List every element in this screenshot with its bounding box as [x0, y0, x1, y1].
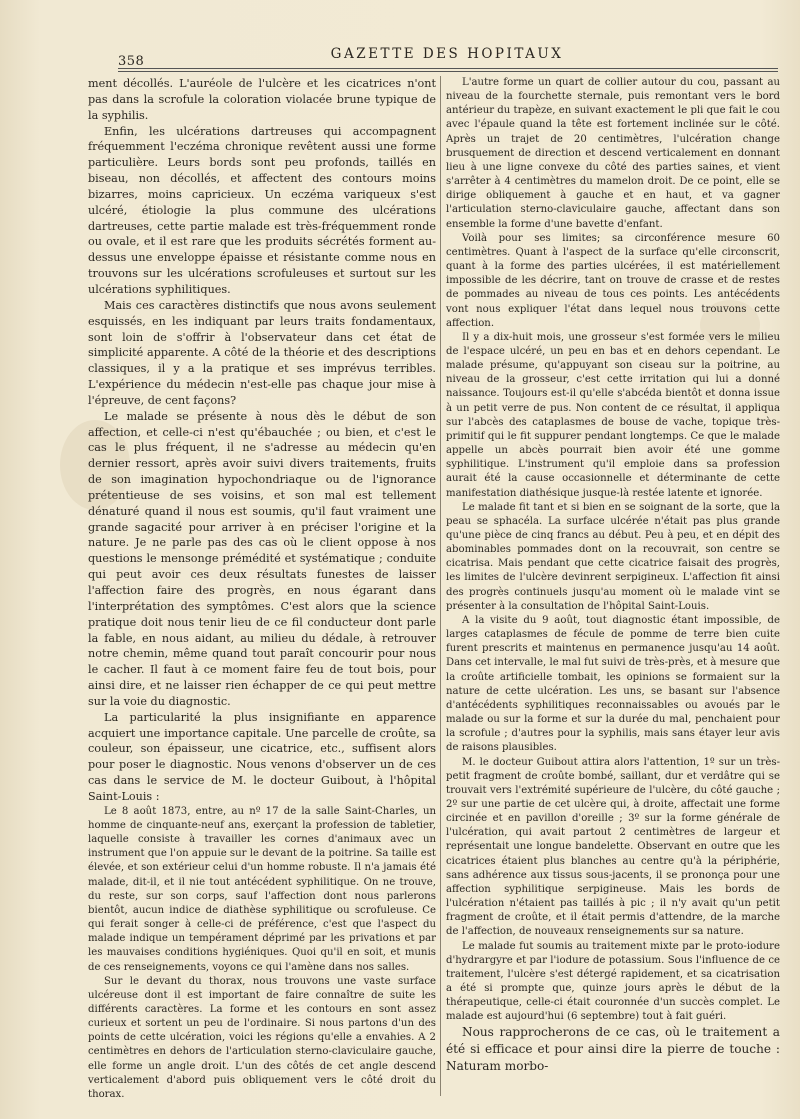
- case-paragraph: Il y a dix-huit mois, une grosseur s'est formée vers le milieu de l'espace ulcéré, un peu en bas et en dehors cependant. Le malade présume, qu'appuyant son ciseau sur la poitrine, au niveau de la grosseur, c'est cette irritation qui lui a donné naissance. Toujours est-il qu'elle s'abcéda bientôt et donna issue à un petit verre de pus. Non content de ce résultat, il appliqua sur l'abcès des cataplasmes de bouse de vache, topique très-primitif qui le fit suppurer pendant longtemps. Ce que le malade appelle un abcès pourrait bien avoir été une gomme syphilitique. L'instrument qu'il emploie dans sa profession aurait été la cause occasionnelle et déterminante de cette manifestation diathésique jusque-là restée latente et ignorée.: [446, 331, 780, 499]
- closing-paragraph: Nous rapprocherons de ce cas, où le traitement a été si efficace et pour ainsi dire la pierre de touche : Naturam morbo-: [446, 1025, 780, 1074]
- paragraph: Le malade se présente à nous dès le début de son affection, et celle-ci n'est qu'ébauchée ; ou bien, et c'est le cas le plus fréquent, il ne s'adresse au médecin qu'en dernier ressort, après avoir suivi divers traitements, fruits de son imagination hypochondriaque ou de l'ignorance prétentieuse de ses voisins, et son mal est tellement dénaturé quand il nous est soumis, qu'il faut vraiment une grande sagacité pour arriver à en préciser l'origine et la nature. Je ne parle pas des cas où le client oppose à nos questions le mensonge prémédité et systématique ; conduite qui peut avoir ces deux résultats funestes de laisser l'affection faire des progrès, en nous égarant dans l'interprétation des symptômes. C'est alors que la science pratique doit nous tenir lieu de ce fil conducteur dont parle la fable, en nous aidant, au milieu du dédale, à retrouver notre chemin, même quand tout paraît concourir pour nous le cacher. Il faut à ce moment faire feu de tout bois, pour ainsi dire, et ne laisser rien échapper de ce qui peut mettre sur la voie du diagnostic.: [88, 409, 436, 708]
- case-paragraph: M. le docteur Guibout attira alors l'attention, 1º sur un très-petit fragment de croûte bombé, saillant, dur et verdâtre qui se trouvait vers l'extrémité supérieure de l'ulcère, du côté gauche ; 2º sur une partie de cet ulcère qui, à droite, affectait une forme circinée et en pavillon d'oreille ; 3º sur la forme générale de l'ulcération, qui avait partout 2 centimètres de largeur et représentait une longue bandelette. Observant en outre que les cicatrices étaient plus blanches au centre qu'à la périphérie, sans adhérence aux tissus sous-jacents, il se prononça pour une affection syphilitique serpigineuse. Mais les bords de l'ulcération n'étaient pas taillés à pic ; il n'y avait qu'un petit fragment de croûte, et il était permis d'attendre, de la marche de l'affection, de nouveaux renseignements sur sa nature.: [446, 756, 780, 938]
- header-rule: [118, 71, 778, 72]
- paragraph: Enfin, les ulcérations dartreuses qui accompagnent fréquemment l'eczéma chronique revêtent aussi une forme particulière. Leurs bords sont peu profonds, taillés en biseau, non décollés, et affectent des contours moins bizarres, moins capricieux. Un eczéma variqueux s'est ulcéré, étiologie la plus commune des ulcérations dartreuses, cette partie malade est très-fréquemment ronde ou ovale, et il est rare que les produits sécrétés forment au-dessus une enveloppe épaisse et résistante comme nous en trouvons sur les ulcérations scrofuleuses et surtout sur les ulcérations syphilitiques.: [88, 124, 436, 296]
- case-paragraph: Le malade fut soumis au traitement mixte par le proto-iodure d'hydrargyre et par l'iodure de potassium. Sous l'influence de ce traitement, l'ulcère s'est détergé rapidement, et sa cicatrisation a été si prompte que, quinze jours après le début de la thérapeutique, celle-ci était couronnée d'un succès complet. Le malade est aujourd'hui (6 septembre) tout à fait guéri.: [446, 940, 780, 1023]
- header-rule: [118, 68, 778, 69]
- page-number: 358: [118, 54, 145, 69]
- left-column: [88, 76, 436, 1102]
- paragraph: ment décollés. L'auréole de l'ulcère et les cicatrices n'ont pas dans la scrofule la coloration violacée brune typique de la syphilis.: [88, 77, 436, 122]
- running-title: GAZETTE DES HOPITAUX: [330, 46, 564, 62]
- paragraph: Mais ces caractères distinctifs que nous avons seulement esquissés, en les indiquant par leurs traits fondamentaux, sont loin de s'offrir à l'observateur dans cet état de simplicité apparente. A côté de la théorie et des descriptions classiques, il y a la pratique et ses imprévus terribles. L'expérience du médecin n'est-elle pas chaque jour mise à l'épreuve, de cent façons?: [88, 298, 436, 407]
- case-paragraph: Voilà pour ses limites; sa circonférence mesure 60 centimètres. Quant à l'aspect de la surface qu'elle circonscrit, quant à la forme des parties ulcérées, il est matériellement impossible de les décrire, tant on trouve de crasse et de restes de pommades au niveau de tous ces points. Les antécédents vont nous expliquer l'état dans lequel nous trouvons cette affection.: [446, 232, 780, 329]
- case-paragraph: Le 8 août 1873, entre, au nº 17 de la salle Saint-Charles, un homme de cinquante-neuf ans, exerçant la profession de tabletier, laquelle consiste à travailler les cornes d'animaux avec un instrument que l'on appuie sur le devant de la poitrine. Sa taille est élevée, et son extérieur celui d'un homme robuste. Il n'a jamais été malade, dit-il, et il nie tout antécédent syphilitique. On ne trouve, du reste, sur son corps, sauf l'affection dont nous parlerons bientôt, aucun indice de diathèse syphilitique ou scrofuleuse. Ce qui ferait songer à celle-ci de préférence, c'est que l'aspect du malade indique un tempérament déprimé par les privations et par les mauvaises conditions hygiéniques. Quoi qu'il en soit, et munis de ces renseignements, voyons ce qui l'amène dans nos salles.: [88, 805, 436, 973]
- case-paragraph: Sur le devant du thorax, nous trouvons une vaste surface ulcéreuse dont il est important de faire connaître de suite les différents caractères. La forme et les contours en sont assez curieux et sortent un peu de l'ordinaire. Si nous partons d'un des points de cette ulcération, voici les régions qu'elle a envahies. A 2 centimètres en dehors de l'articulation sterno-claviculaire gauche, elle forme un angle droit. L'un des côtés de cet angle descend verticalement d'abord puis obliquement vers le côté droit du thorax.: [88, 975, 436, 1100]
- case-paragraph: L'autre forme un quart de collier autour du cou, passant au niveau de la fourchette sternale, puis remontant vers le bord antérieur du trapèze, en suivant exactement le pli que fait le cou avec l'épaule quand la tête est fortement inclinée sur le côté. Après un trajet de 20 centimètres, l'ulcération change brusquement de direction et descend verticalement en donnant lieu à une ligne convexe du côté des parties saines, et vient s'arrêter à 4 centimètres du mamelon droit. De ce point, elle se dirige obliquement à gauche et en haut, et va gagner l'articulation sterno-claviculaire gauche, affectant dans son ensemble la forme d'une bavette d'enfant.: [446, 77, 780, 230]
- column-separator: [440, 76, 441, 1096]
- right-column: [446, 76, 780, 1075]
- page-header: [118, 44, 776, 68]
- case-paragraph: Le malade fit tant et si bien en se soignant de la sorte, que la peau se sphacéla. La surface ulcérée n'était pas plus grande qu'une pièce de cinq francs au début. Peu à peu, et en dépit des abominables pommades dont on la recouvrait, son centre se cicatrisa. Mais pendant que cette cicatrice faisait des progrès, les limites de l'ulcère devinrent serpigineux. L'affection fit ainsi des progrès continuels jusqu'au moment où le malade vint se présenter à la consultation de l'hôpital Saint-Louis.: [446, 501, 780, 612]
- paragraph: La particularité la plus insignifiante en apparence acquiert une importance capitale. Une parcelle de croûte, sa couleur, son épaisseur, une cicatrice, etc., suffisent alors pour poser le diagnostic. Nous venons d'observer un de ces cas dans le service de M. le docteur Guibout, à l'hôpital Saint-Louis :: [88, 710, 436, 803]
- case-paragraph: A la visite du 9 août, tout diagnostic étant impossible, de larges cataplasmes de fécule de pomme de terre bien cuite furent prescrits et maintenus en permanence jusqu'au 14 août. Dans cet intervalle, le mal fut suivi de très-près, et à mesure que la croûte artificielle tombait, les opinions se formaient sur la nature de cette ulcération. Les uns, se basant sur l'absence d'antécédents syphilitiques reconnaissables ou avoués par le malade ou sur la forme et sur la durée du mal, penchaient pour la scrofule ; d'autres pour la syphilis, mais sans étayer leur avis de raisons plausibles.: [446, 614, 780, 754]
